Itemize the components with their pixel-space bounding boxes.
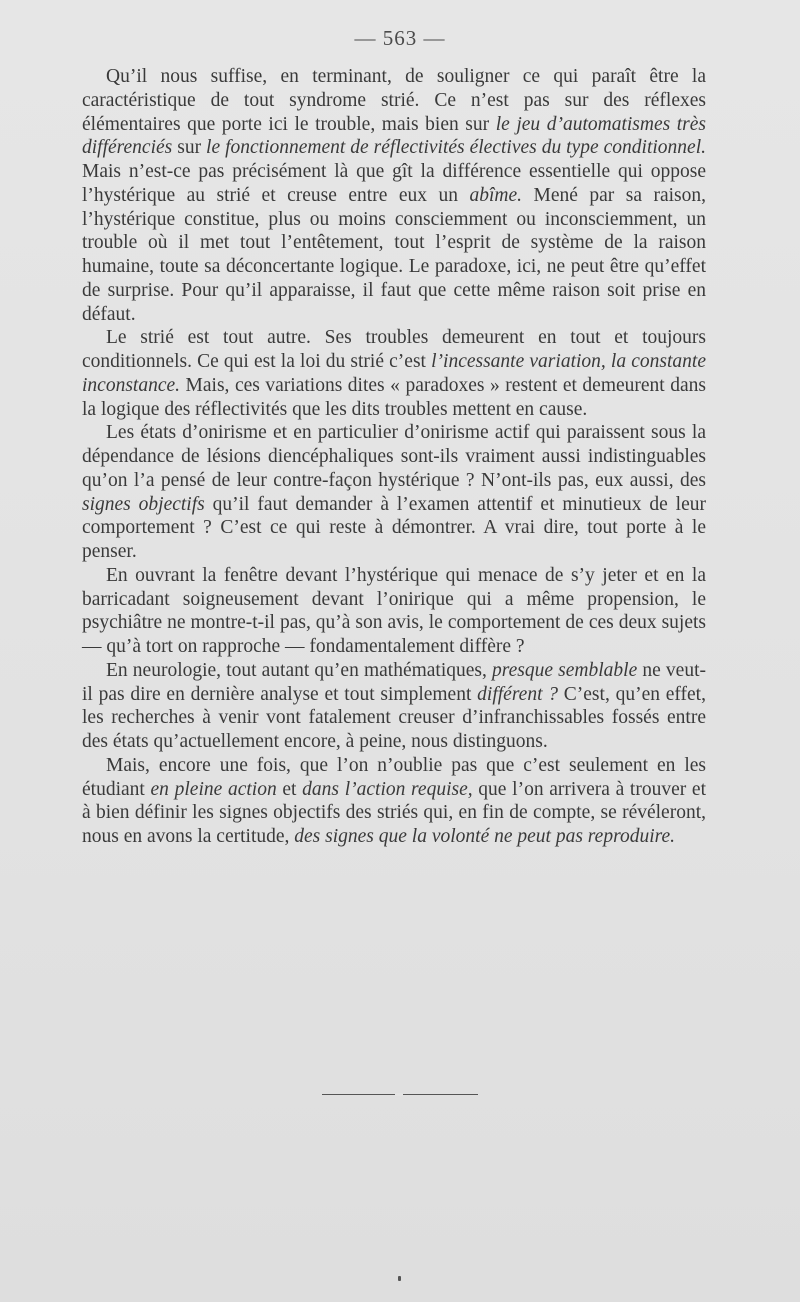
closing-rule xyxy=(322,1094,478,1095)
paragraph-4 xyxy=(82,564,706,659)
italic-phrase: l’incessante variation, la constante inconstance. xyxy=(82,351,706,396)
text-run: Mais n’est-ce pas précisément là que gît la différence essentielle qui oppose l’hystérique au strié et creuse entre eux un xyxy=(82,161,706,206)
text-run: Le strié est tout autre. Ses troubles demeurent en tout et toujours conditionnels. Ce qui est la loi du strié c’est xyxy=(82,327,706,372)
text-run: Mais, encore une fois, que l’on n’oublie pas que c’est seulement en les étudiant xyxy=(82,754,706,800)
paragraph-6 xyxy=(82,754,706,849)
paragraph-1 xyxy=(82,65,706,326)
text-run: que l’on arrivera à trouver et à bien définir les signes objectifs des striés qui, en fin de compte, se révéleront, nous en avons la certitude, xyxy=(82,778,706,847)
text-run: En ouvrant la fenêtre devant l’hystérique qui menace de s’y jeter et en la barricadant soigneusement devant l’onirique qui a même propension, le psychiâtre ne montre-t-il pas, qu’à son avis, le comportement de ces deux sujets — qu’à tort on rapproche — fondamentalement diffère ? xyxy=(82,564,706,657)
text-run: et xyxy=(276,778,303,800)
text-run: Les états d’onirisme et en particulier d’onirisme actif qui paraissent sous la dépendance de lésions diencéphaliques sont-ils vraiment aussi indistinguables qu’on l’a pensé de leur contre-façon hystérique ? N’ont-ils pas, eux aussi, des xyxy=(82,422,706,491)
italic-phrase: le fonctionnement de réflectivités électives du type conditionnel. xyxy=(206,137,706,159)
text-run: Qu’il nous suffise, en terminant, de souligner ce qui paraît être la caractéristique de tout syndrome strié. Ce n’est pas sur des réflexes élémentaires que porte ici le trouble, mais bien sur xyxy=(82,66,706,135)
italic-phrase: abîme. xyxy=(469,184,522,206)
page-mark xyxy=(398,1276,401,1281)
italic-phrase: des signes que la volonté ne peut pas reproduire. xyxy=(294,826,676,847)
text-run: C’est, qu’en effet, les recherches à venir vont fatalement creuser d’infranchissables fossés entre des états qu’actuellement encore, à peine, nous distinguons. xyxy=(82,683,706,752)
page-number: — 563 — xyxy=(354,26,446,50)
italic-phrase: le jeu d’automatismes très différenciés xyxy=(82,113,707,159)
paragraph-3 xyxy=(82,421,706,564)
text-run: Mené par sa raison, l’hystérique constitue, plus ou moins consciemment ou inconsciemment, un trouble où il met tout l’entêtement, tout l’esprit de système de la raison humaine, toute sa déconcertante logique. Le paradoxe, ici, ne peut être qu’effet de surprise. Pour qu’il apparaisse, il faut que cette même raison soit prise en défaut. xyxy=(82,184,706,325)
text-run: ne veut-il pas dire en dernière analyse et tout simplement xyxy=(82,659,706,705)
body-text xyxy=(82,65,706,849)
paragraph-5 xyxy=(82,659,706,754)
paragraph-2 xyxy=(82,326,706,421)
italic-phrase: en pleine action xyxy=(150,778,277,800)
text-run: Mais, ces variations dites « paradoxes » restent et demeurent dans la logique des réflectivités que les dits troubles mettent en cause. xyxy=(82,374,706,420)
italic-phrase: signes objectifs xyxy=(82,493,205,515)
italic-phrase: dans l’action requise, xyxy=(302,778,473,800)
text-run: En neurologie, tout autant qu’en mathématiques, xyxy=(106,659,493,681)
italic-phrase: presque semblable xyxy=(492,659,638,681)
text-run: qu’il faut demander à l’examen attentif et minutieux de leur comportement ? C’est ce qui reste à démontrer. A vrai dire, tout porte à le penser. xyxy=(82,493,706,562)
text-run: sur xyxy=(172,137,207,159)
italic-phrase: différent ? xyxy=(477,683,559,705)
